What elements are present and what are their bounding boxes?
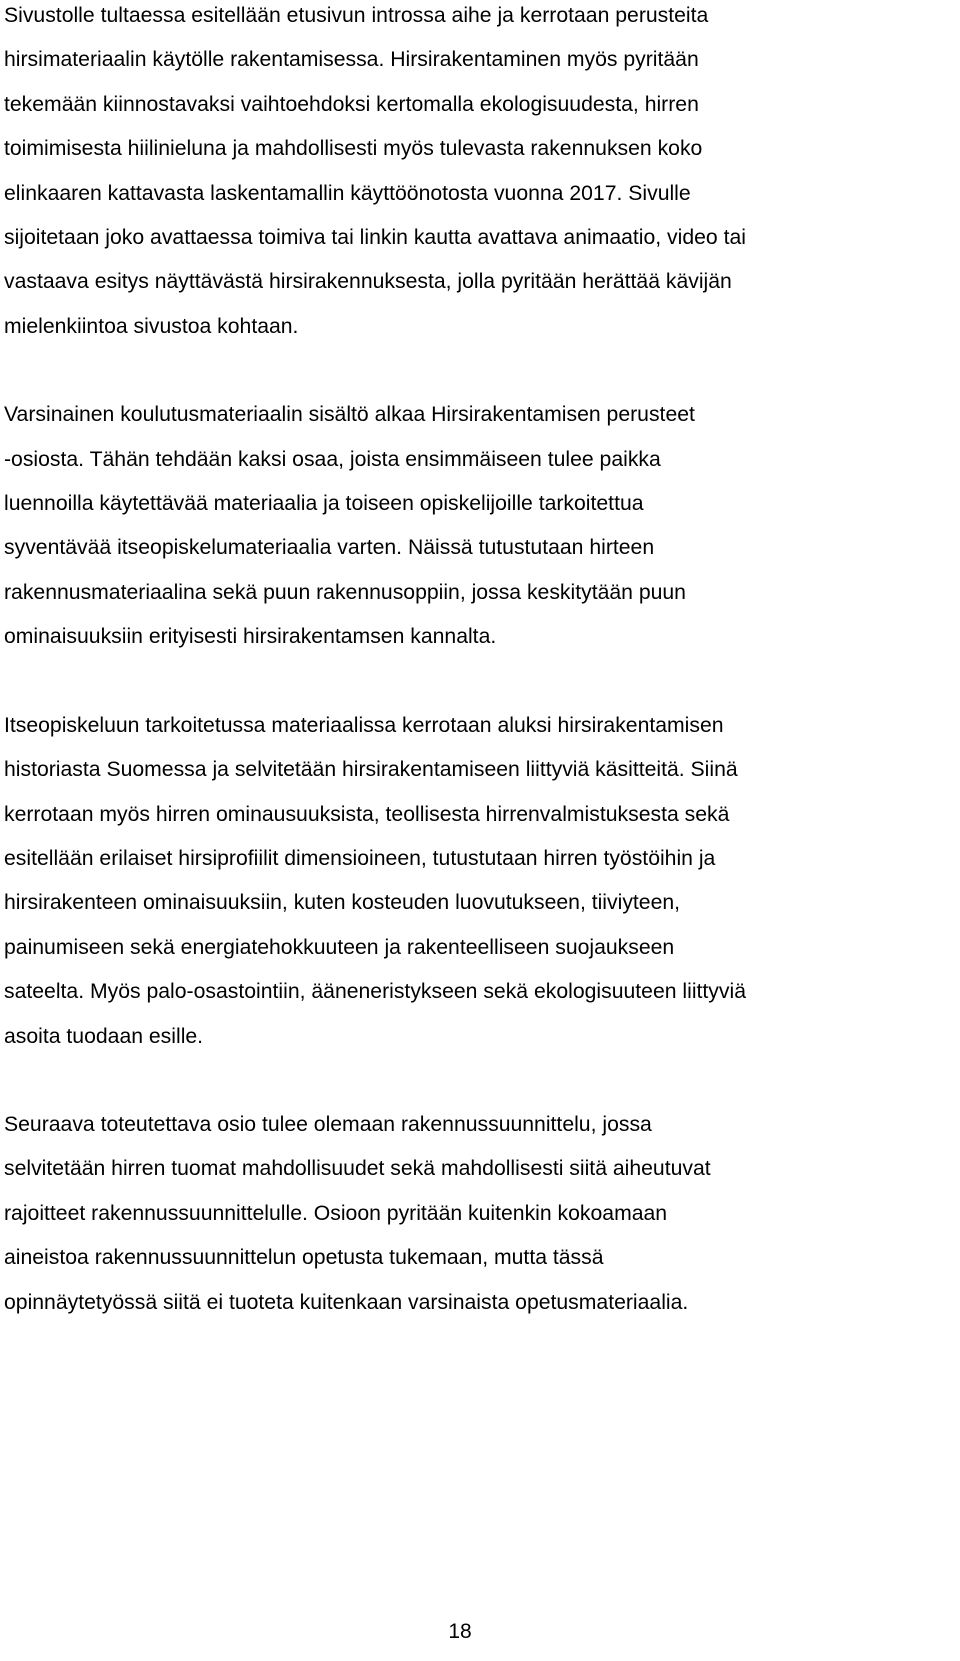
paragraph-spacer <box>4 349 954 393</box>
text-line: luennoilla käytettävää materiaalia ja toiseen opiskelijoille tarkoitettua <box>4 492 644 516</box>
text-line: mielenkiintoa sivustoa kohtaan. <box>4 314 299 338</box>
page-number: 18 <box>448 1620 472 1643</box>
text-line: Varsinainen koulutusmateriaalin sisältö alkaa Hirsirakentamisen perusteet <box>4 403 695 427</box>
text-line: hirsimateriaalin käytölle rakentamisessa. Hirsirakentaminen myös pyritään <box>4 48 699 72</box>
paragraph-self-study <box>4 704 954 1059</box>
text-line: painumiseen sekä energiatehokkuuteen ja rakenteelliseen suojaukseen <box>4 935 675 959</box>
text-line: rajoitteet rakennussuunnittelulle. Osioon pyritään kuitenkin kokoamaan <box>4 1201 668 1225</box>
text-line: ominaisuuksiin erityisesti hirsirakentamsen kannalta. <box>4 625 497 649</box>
text-line: elinkaaren kattavasta laskentamallin käyttöönotosta vuonna 2017. Sivulle <box>4 181 691 205</box>
text-line: esitellään erilaiset hirsiprofiilit dimensioineen, tutustutaan hirren työstöihin ja <box>4 846 716 870</box>
paragraph-intro <box>4 0 954 349</box>
paragraph-next-section <box>4 1103 954 1325</box>
text-line: asoita tuodaan esille. <box>4 1024 204 1048</box>
document-body <box>4 0 954 1325</box>
text-line: kerrotaan myös hirren ominausuuksista, teollisesta hirrenvalmistuksesta sekä <box>4 802 730 826</box>
text-line: Sivustolle tultaessa esitellään etusivun introssa aihe ja kerrotaan perusteita <box>4 4 709 27</box>
text-line: selvitetään hirren tuomat mahdollisuudet sekä mahdollisesti siitä aiheutuvat <box>4 1157 711 1181</box>
text-line: -osiosta. Tähän tehdään kaksi osaa, joista ensimmäiseen tulee paikka <box>4 447 661 471</box>
text-line: Seuraava toteutettava osio tulee olemaan rakennussuunnittelu, jossa <box>4 1112 652 1136</box>
text-line: sijoitetaan joko avattaessa toimiva tai linkin kautta avattava animaatio, video tai <box>4 226 746 250</box>
text-line: tekemään kiinnostavaksi vaihtoehdoksi kertomalla ekologisuudesta, hirren <box>4 92 699 116</box>
text-line: vastaava esitys näyttävästä hirsirakennuksesta, jolla pyritään herättää kävijän <box>4 270 732 294</box>
text-line: syventävää itseopiskelumateriaalia varten. Näissä tutustutaan hirteen <box>4 536 655 560</box>
text-line: historiasta Suomessa ja selvitetään hirsirakentamiseen liittyviä käsitteitä. Siinä <box>4 758 738 782</box>
paragraph-basics <box>4 393 954 659</box>
text-line: sateelta. Myös palo-osastointiin, ääneneristykseen sekä ekologisuuteen liittyviä <box>4 980 746 1004</box>
paragraph-spacer <box>4 660 954 704</box>
text-line: aineistoa rakennussuunnittelun opetusta tukemaan, mutta tässä <box>4 1246 604 1270</box>
paragraph-spacer <box>4 1059 954 1103</box>
text-line: opinnäytetyössä siitä ei tuoteta kuitenkaan varsinaista opetusmateriaalia. <box>4 1290 689 1314</box>
text-line: toimimisesta hiilinieluna ja mahdollisesti myös tulevasta rakennuksen koko <box>4 137 703 161</box>
text-line: Itseopiskeluun tarkoitetussa materiaalissa kerrotaan aluksi hirsirakentamisen <box>4 713 724 737</box>
text-line: rakennusmateriaalina sekä puun rakennusoppiin, jossa keskitytään puun <box>4 580 686 604</box>
text-line: hirsirakenteen ominaisuuksiin, kuten kosteuden luovutukseen, tiiviyteen, <box>4 891 681 915</box>
